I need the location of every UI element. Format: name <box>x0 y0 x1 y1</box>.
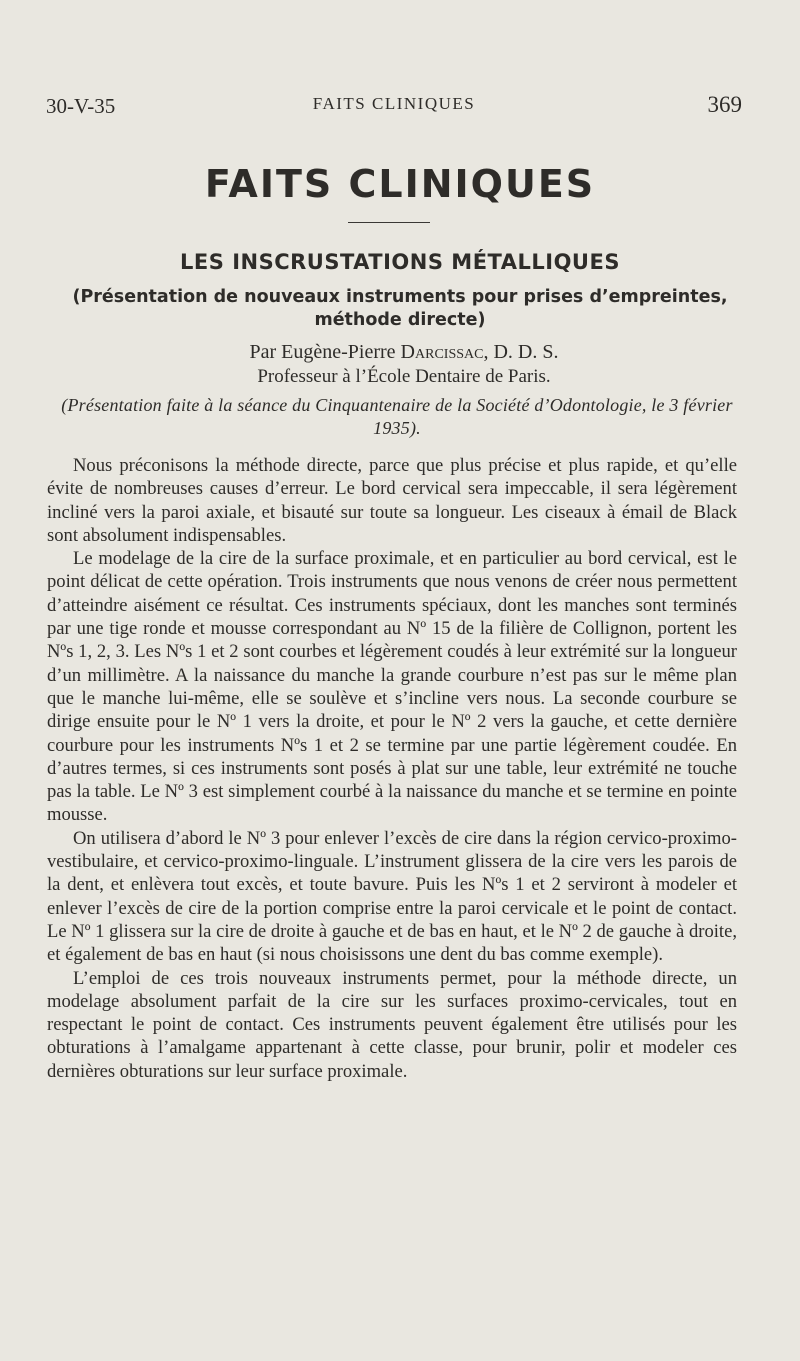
page-number: 369 <box>707 92 742 117</box>
article-title: LES INSCRUSTATIONS MÉTALLIQUES <box>180 250 620 274</box>
paragraph: On utilisera d’abord le Nº 3 pour enlever l’excès de cire dans la région cervico-proximo-vestibulaire, et cervico-proximo-linguale. L’instrument glissera de la cire vers les parois de la dent, et enlèvera tout excès, et toute bavure. Puis les Nºs 1 et 2 serviront à modeler et enlever l’excès de cire de la portion comprise entre la paroi cervicale et le point de contact. Le Nº 1 glissera sur la cire de droite à gauche et de bas en haut, et le Nº 2 de gauche à droite, et également de bas en haut (si nous choisissons une dent du bas comme exemple). <box>47 827 737 966</box>
author-surname: Darcissac <box>400 341 484 363</box>
paragraph: Le modelage de la cire de la surface proximale, et en particulier au bord cervical, est le point délicat de cette opération. Trois instruments que nous venons de créer nous permettent d’atteindre aisément ce résultat. Ces instruments spéciaux, dont les manches sont terminés par une tige ronde et mousse correspondant au Nº 15 de la filière de Collignon, portent les Nºs 1, 2, 3. Les Nºs 1 et 2 sont courbes et légèrement coudés à leur extrémité sur la longueur d’un millimètre. A la naissance du manche la grande courbure n’est pas sur le même plan que le manche lui-même, elle se soulève et s’incline vers nous. La seconde courbure se dirige ensuite pour le Nº 1 vers la droite, et pour le Nº 2 vers la gauche, et cette dernière courbure pour les instruments Nºs 1 et 2 se termine par une partie légèrement coudée. En d’autres termes, si ces instruments sont posés à plat sur une table, leur extrémité ne touche pas la table. Le Nº 3 est simplement courbé à la naissance du manche et se termine en pointe mousse. <box>47 548 737 826</box>
author-prefix: Par Eugène-Pierre <box>249 341 401 363</box>
title-rule <box>348 222 430 223</box>
issue-date: 30-V-35 <box>46 94 116 118</box>
paragraph: Nous préconisons la méthode directe, parce que plus précise et plus rapide, et qu’elle évite de nombreuses causes d’erreur. Le bord cervical sera impeccable, il sera légèrement incliné vers la paroi axiale, et bisauté sur toute sa longueur. Les ciseaux à émail de Black sont absolument indispensables. <box>47 455 737 546</box>
author-suffix: , D. D. S. <box>483 341 559 363</box>
presentation-note: (Présentation faite à la séance du Cinquantenaire de la Société d’Odontologie, le 3 février 1935). <box>61 395 733 438</box>
running-head <box>46 92 742 122</box>
article-body <box>47 454 737 1083</box>
section-title: FAITS CLINIQUES <box>204 162 596 206</box>
author-line <box>0 341 800 364</box>
running-title: FAITS CLINIQUES <box>312 94 476 113</box>
article-subtitle: (Présentation de nouveaux instruments pour prises d’empreintes, méthode directe) <box>72 287 728 330</box>
author-affiliation: Professeur à l’École Dentaire de Paris. <box>257 366 551 387</box>
paragraph: L’emploi de ces trois nouveaux instruments permet, pour la méthode directe, un modelage absolument parfait de la cire sur les surfaces proximo-cervicales, tout en respectant le point de contact. Ces instruments peuvent également être utilisés pour les obturations à l’amalgame appartenant à cette classe, pour brunir, polir et modeler ces dernières obturations sur leur surface proximale. <box>47 967 737 1082</box>
